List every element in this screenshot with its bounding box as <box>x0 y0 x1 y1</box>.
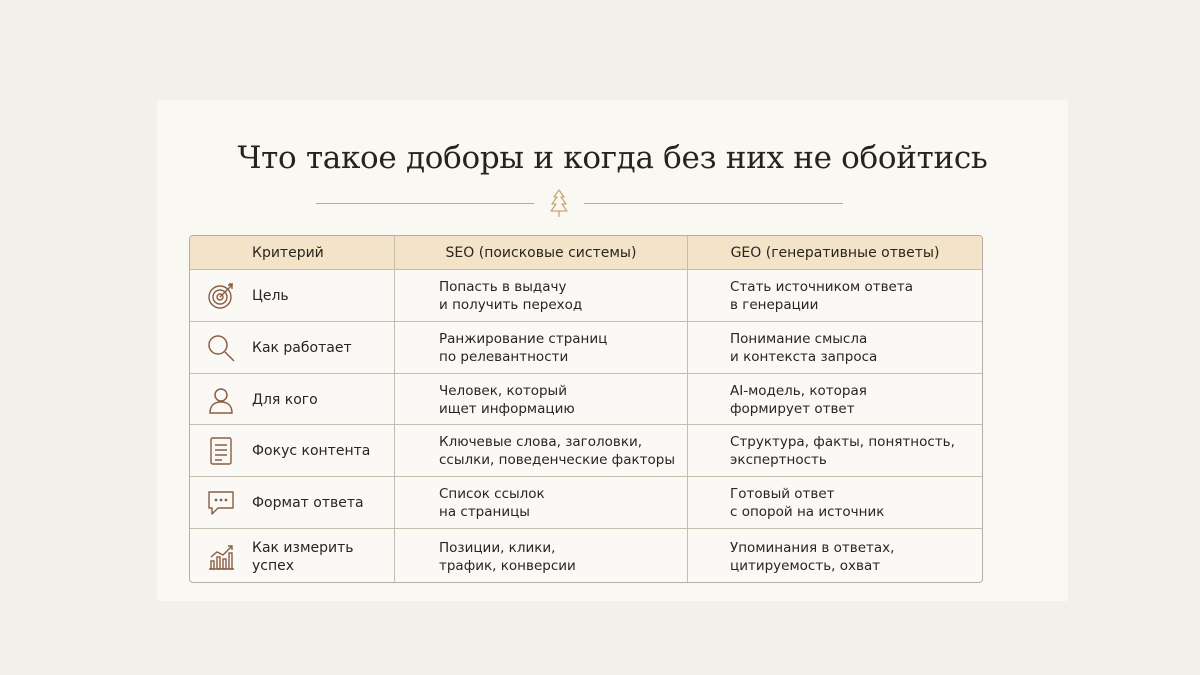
divider-left <box>316 203 534 204</box>
target-icon <box>206 281 236 311</box>
seo-value: Ключевые слова, заголовки, ссылки, поведенческие факторы <box>439 434 676 468</box>
search-icon <box>206 333 236 363</box>
criterion-label: Формат ответа <box>252 495 364 511</box>
title-ornament <box>157 188 1068 218</box>
seo-value: Ранжирование страниц по релевантности <box>439 331 608 365</box>
geo-value: Стать источником ответа в генерации <box>730 279 913 313</box>
criterion-label: Фокус контента <box>252 443 371 459</box>
table-row <box>190 269 982 322</box>
table-row <box>190 424 982 477</box>
page-title: Что такое доборы и когда без них не обойтись <box>237 140 988 176</box>
table-header-row <box>190 236 982 269</box>
user-icon <box>206 385 236 415</box>
criterion-label: Цель <box>252 288 289 304</box>
table-row <box>190 528 982 583</box>
criterion-label: Как работает <box>252 340 352 356</box>
document-icon <box>206 436 236 466</box>
geo-value: Готовый ответ с опорой на источник <box>730 486 885 520</box>
geo-value: Упоминания в ответах, цитируемость, охват <box>730 540 895 574</box>
header-criterion: Критерий <box>252 244 324 261</box>
geo-value: Понимание смысла и контекста запроса <box>730 331 878 365</box>
header-seo: SEO (поисковые системы) <box>394 236 687 269</box>
table-row <box>190 476 982 529</box>
geo-value: AI-модель, которая формирует ответ <box>730 382 867 417</box>
comparison-table <box>189 235 983 583</box>
criterion-label: Для кого <box>252 391 318 408</box>
header-geo: GEO (генеративные ответы) <box>687 236 982 269</box>
chat-icon <box>206 488 236 518</box>
seo-value: Позиции, клики, трафик, конверсии <box>439 540 576 574</box>
divider-right <box>584 203 843 204</box>
table-row <box>190 321 982 374</box>
seo-value: Попасть в выдачу и получить переход <box>439 279 583 313</box>
table-row <box>190 373 982 425</box>
growth-chart-icon <box>206 542 236 572</box>
content-card <box>157 100 1068 601</box>
seo-value: Список ссылок на страницы <box>439 486 545 520</box>
criterion-label: Как измерить успех <box>252 540 354 574</box>
geo-value: Структура, факты, понятность, экспертность <box>730 434 955 468</box>
tree-icon <box>547 188 571 218</box>
seo-value: Человек, который ищет информацию <box>439 382 575 417</box>
